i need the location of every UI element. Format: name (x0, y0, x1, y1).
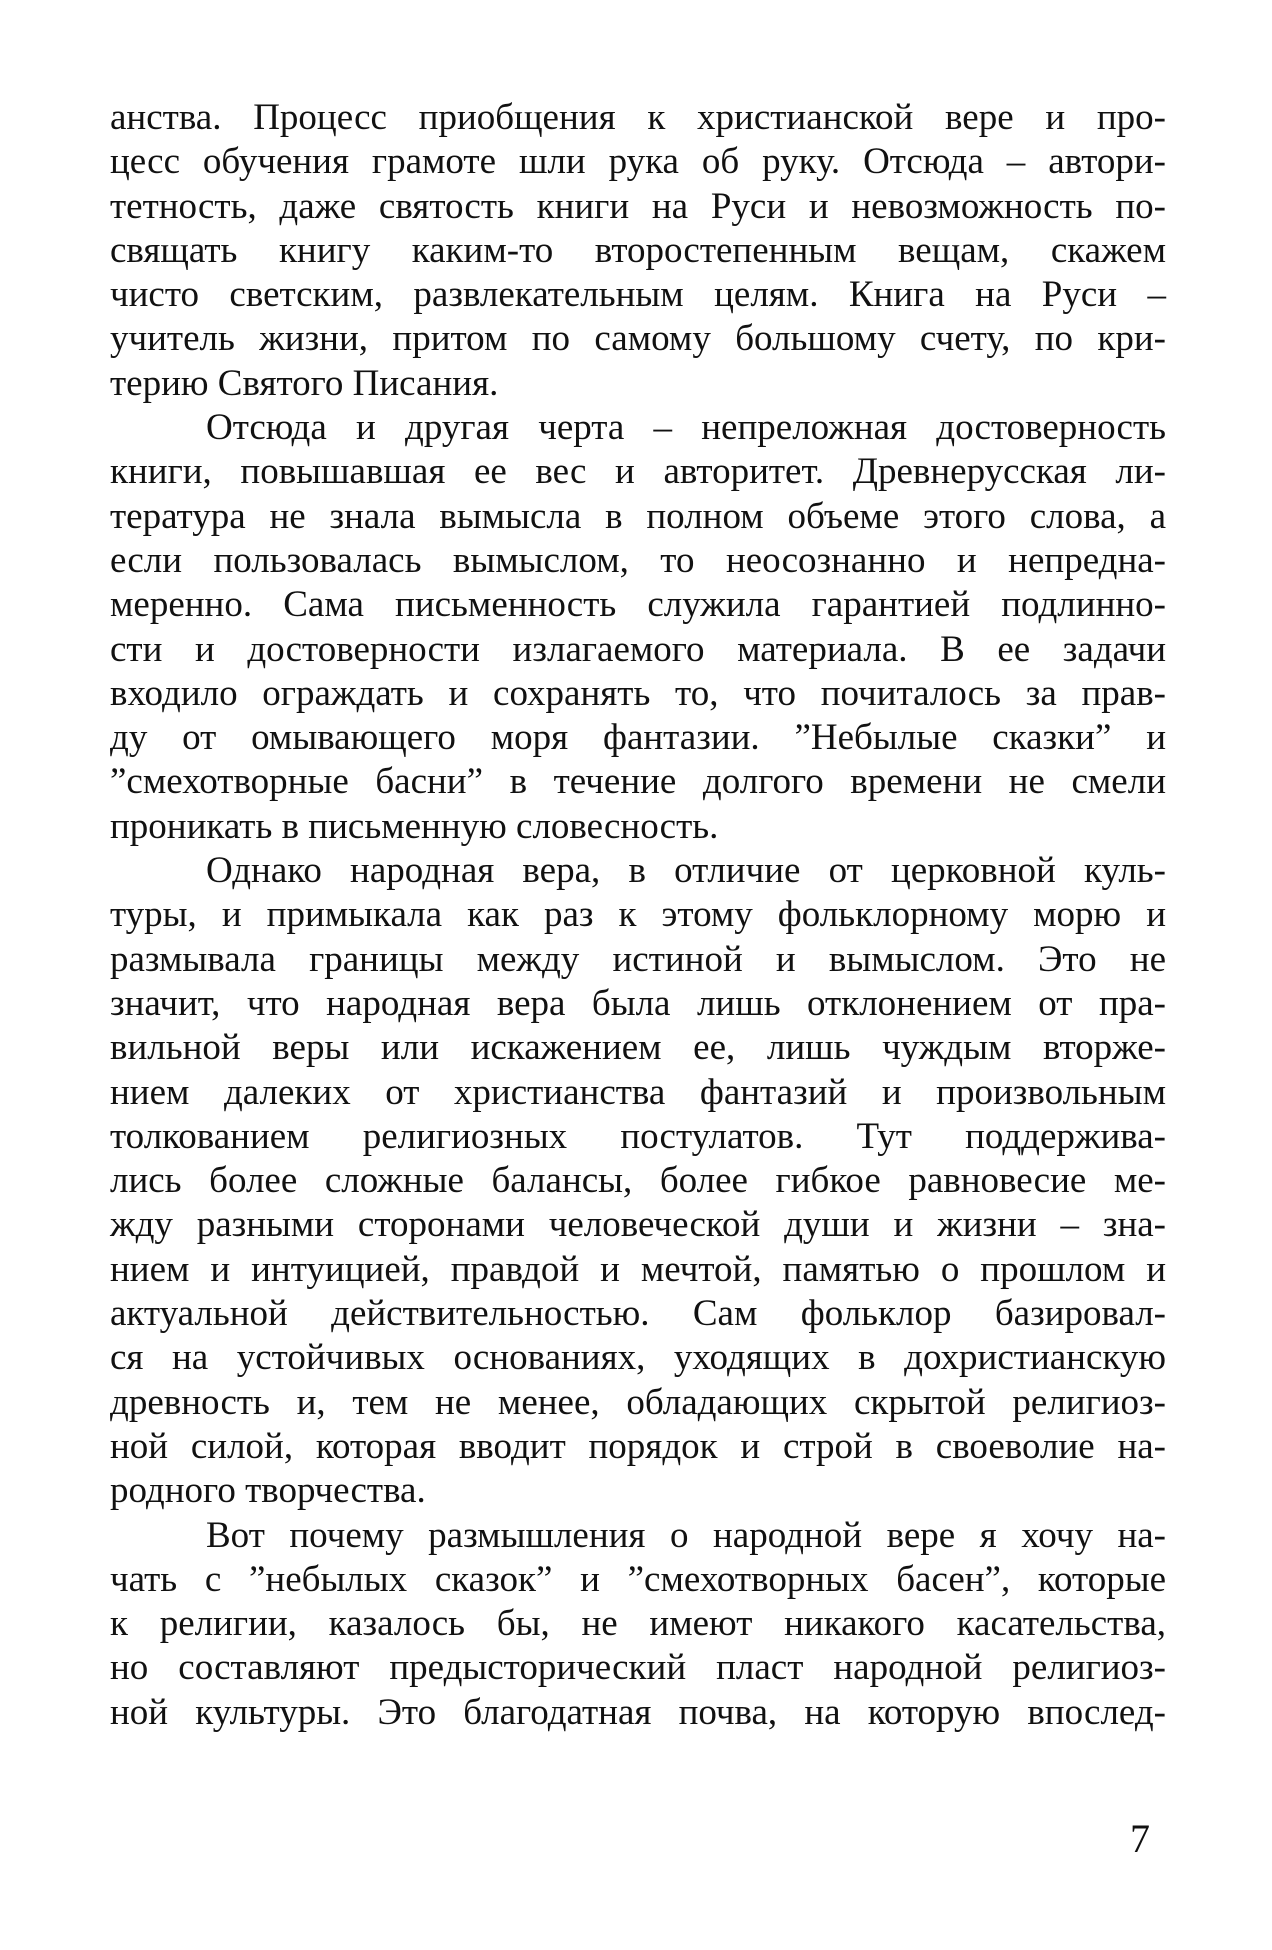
paragraph-first-line: Вот почему размышления о народной вере я хочу на- (206, 1514, 1166, 1556)
text-line: толкованием религиозных постулатов. Тут поддержива- (110, 1115, 1166, 1157)
text-line: меренно. Сама письменность служила гарантией подлинно- (110, 584, 1166, 626)
text-line: проникать в письменную словесность. (110, 805, 719, 847)
text-line: но составляют предысторический пласт народной религиоз- (110, 1647, 1166, 1689)
text-line: нием далеких от христианства фантазий и произвольным (110, 1071, 1166, 1113)
paragraph-first-line: Отсюда и другая черта – непреложная достоверность (206, 407, 1166, 449)
text-line: вильной веры или искажением ее, лишь чуждым вторже- (110, 1027, 1166, 1069)
text-line: туры, и примыкала как раз к этому фольклорному морю и (110, 894, 1166, 936)
text-line: ду от омывающего моря фантазии. ”Небылые сказки” и (110, 717, 1166, 759)
text-line: анства. Процесс приобщения к христианской вере и про- (110, 97, 1166, 138)
text-line: актуальной действительностью. Сам фольклор базировал- (110, 1293, 1166, 1335)
text-line: учитель жизни, притом по самому большому счету, по кри- (110, 318, 1166, 360)
text-line: нием и интуицией, правдой и мечтой, памятью о прошлом и (110, 1248, 1166, 1290)
page-body-text (110, 96, 1166, 1735)
text-line: книги, повышавшая ее вес и авторитет. Древнерусская ли- (110, 451, 1166, 493)
paragraph-first-line: Однако народная вера, в отличие от церковной куль- (206, 850, 1166, 892)
text-line: родного творчества. (110, 1470, 426, 1512)
text-line: входило ограждать и сохранять то, что почиталось за прав- (110, 672, 1166, 714)
text-line: сти и достоверности излагаемого материала. В ее задачи (110, 628, 1166, 670)
page-number: 7 (1130, 1816, 1150, 1861)
text-line: ”смехотворные басни” в течение долгого времени не смели (110, 761, 1166, 803)
text-line: тетность, даже святость книги на Руси и невозможность по- (110, 185, 1166, 227)
text-line: ной культуры. Это благодатная почва, на которую впослед- (110, 1691, 1166, 1733)
text-line: свящать книгу каким-то второстепенным вещам, скажем (110, 229, 1166, 271)
text-line: жду разными сторонами человеческой души и жизни – зна- (110, 1204, 1166, 1246)
text-line: ной силой, которая вводит порядок и строй в своеволие на- (110, 1425, 1166, 1467)
text-line: размывала границы между истиной и вымыслом. Это не (110, 938, 1166, 980)
text-line: к религии, казалось бы, не имеют никакого касательства, (110, 1603, 1166, 1645)
text-line: цесс обучения грамоте шли рука об руку. Отсюда – автори- (110, 141, 1166, 183)
text-line: лись более сложные балансы, более гибкое равновесие ме- (110, 1160, 1166, 1202)
text-line: тература не знала вымысла в полном объеме этого слова, а (110, 495, 1166, 537)
text-line: ся на устойчивых основаниях, уходящих в дохристианскую (110, 1337, 1166, 1379)
text-line: терию Святого Писания. (110, 362, 499, 404)
text-line: значит, что народная вера была лишь отклонением от пра- (110, 982, 1166, 1024)
text-line: чисто светским, развлекательным целям. Книга на Руси – (110, 274, 1166, 316)
text-line: если пользовалась вымыслом, то неосознанно и непредна- (110, 539, 1166, 581)
text-line: древность и, тем не менее, обладающих скрытой религиоз- (110, 1381, 1166, 1423)
text-line: чать с ”небылых сказок” и ”смехотворных басен”, которые (110, 1558, 1166, 1600)
